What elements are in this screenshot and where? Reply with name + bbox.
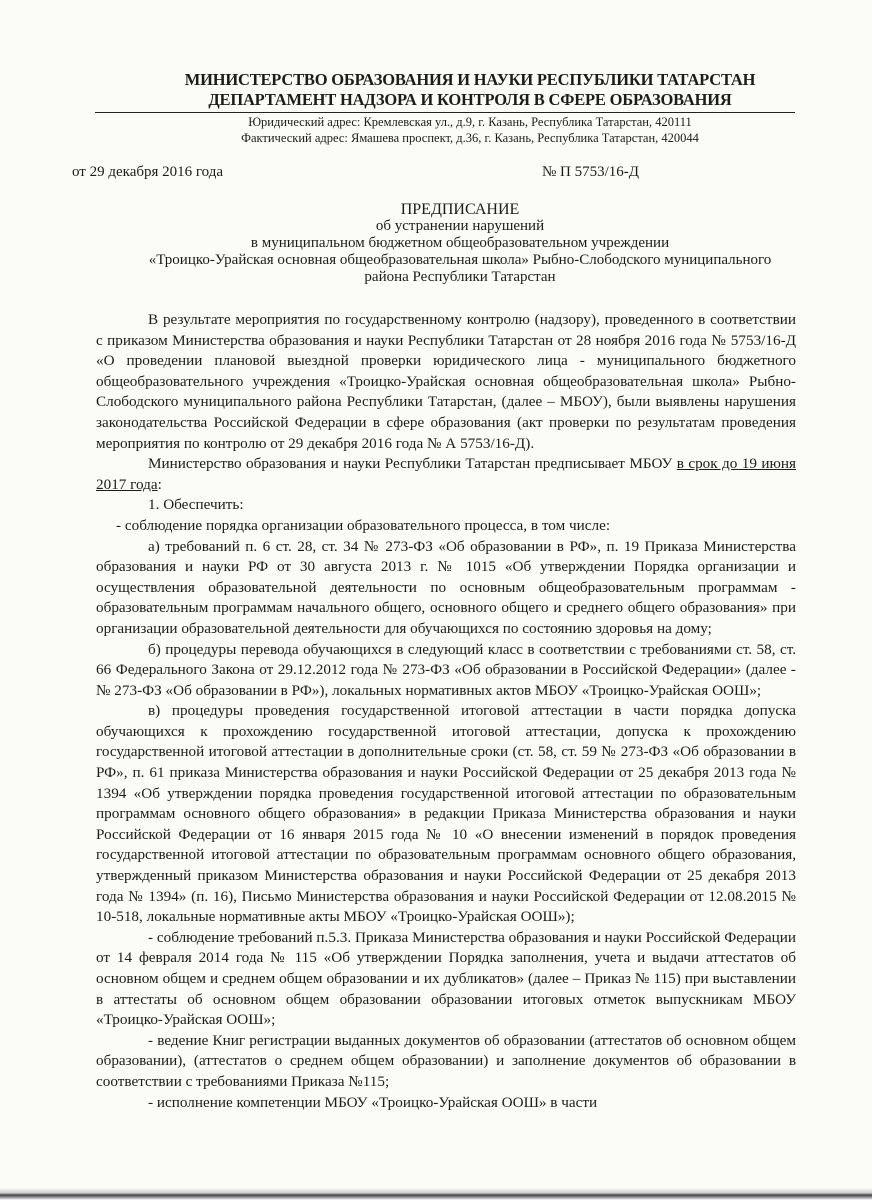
- ministry-name: МИНИСТЕРСТВО ОБРАЗОВАНИЯ И НАУКИ РЕСПУБЛИКИ ТАТАРСТАН: [184, 70, 756, 89]
- document-number: № П 5753/16-Д: [542, 164, 640, 180]
- title-line: об устранении нарушений: [375, 218, 545, 234]
- paragraph: [96, 454, 796, 495]
- deadline: в срок до 19 июня 2017 года: [96, 455, 796, 493]
- paragraph: 1. Обеспечить:: [148, 496, 244, 514]
- punctuation: :: [157, 475, 162, 493]
- paragraph: В результате мероприятия по государственному контролю (надзору), проведенного в соответствии с приказом Министерства образования и науки Республики Татарстан от 28 ноября 2016 года № 5753/16-Д «О проведении плановой выездной проверки юридического лица - муниципального бюджетного общеобразовательного учреждения «Троицко-Урайская основная общеобразовательная школа» Рыбно-Слободского муниципального района Республики Татарстан, (далее – МБОУ), были выявлены нарушения законодательства Российской Федерации в сфере образования (акт проверки по результатам проведения мероприятия по контролю от 29 декабря 2016 года № А 5753/16-Д).: [96, 311, 796, 452]
- paragraph: - исполнение компетенции МБОУ «Троицко-Урайская ООШ» в части: [148, 1093, 598, 1111]
- scan-edge: [0, 1188, 872, 1200]
- title-line: в муниципальном бюджетном общеобразовательном учреждении: [250, 235, 670, 251]
- title-line: «Троицко-Урайская основная общеобразовательная школа» Рыбно-Слободского муниципального: [148, 252, 772, 268]
- header-divider: [95, 112, 795, 113]
- department-name: ДЕПАРТАМЕНТ НАДЗОРА И КОНТРОЛЯ В СФЕРЕ ОБРАЗОВАНИЯ: [208, 90, 732, 109]
- document-date: от 29 декабря 2016 года: [72, 164, 224, 180]
- paragraph: - соблюдение требований п.5.3. Приказа Министерства образования и науки Российской Федерации от 14 февраля 2014 года № 115 «Об утверждении Порядка заполнения, учета и выдачи аттестатов об основном общем и среднем общем образовании и их дубликатов» (далее – Приказ № 115) при выставлении в аттестаты об основном общем образовании образовании итоговых отметок выпускникам МБОУ «Троицко-Урайская ООШ»;: [96, 928, 796, 1029]
- paragraph: б) процедуры перевода обучающихся в следующий класс в соответствии с требованиями ст. 58, ст. 66 Федерального Закона от 29.12.2012 года № 273-ФЗ «Об образовании в Российской Федерации» (далее - № 273-ФЗ «Об образовании в РФ»), локальных нормативных актов МБОУ «Троицко-Урайская ООШ»;: [96, 640, 796, 699]
- prescription-text: Министерство образования и науки Республики Татарстан предписывает МБОУ: [148, 455, 677, 473]
- paragraph: - ведение Книг регистрации выданных документов об образовании (аттестатов об основном общем образовании), (аттестатов о среднем общем образовании) и заполнение документов об образовании в соответствии с требованиями Приказа №115;: [96, 1031, 796, 1090]
- legal-address: Юридический адрес: Кремлевская ул., д.9, г. Казань, Республика Татарстан, 420111: [248, 115, 692, 129]
- actual-address: Фактический адрес: Ямашева проспект, д.36, г. Казань, Республика Татарстан, 420044: [241, 131, 699, 145]
- paragraph: в) процедуры проведения государственной итоговой аттестации в части порядка допуска обучающихся к прохождению государственной итоговой аттестации, допуска к прохождению государственной итоговой аттестации в дополнительные сроки (ст. 58, ст. 59 № 273-ФЗ «Об образовании в РФ», п. 61 приказа Министерства образования и науки Российской Федерации от 25 декабря 2013 года № 1394 «Об утверждении порядка проведения государственной итоговой аттестации по образовательным программам основного общего образования» в редакции Приказа Министерства образования и науки Российской Федерации от 16 января 2015 года № 10 «О внесении изменений в порядок проведения государственной итоговой аттестации по образовательным программам основного общего образования, утвержденный приказом Министерства образования и науки Российской Федерации от 25 декабря 2013 года № 1394» (п. 16), Письмо Министерства образования и науки Российской Федерации от 12.08.2015 № 10-518, локальные нормативные акты МБОУ «Троицко-Урайская ООШ»);: [96, 702, 796, 926]
- paragraph: - соблюдение порядка организации образовательного процесса, в том числе:: [116, 516, 611, 534]
- title-line: района Республики Татарстан: [364, 269, 556, 285]
- title-line: ПРЕДПИСАНИЕ: [400, 201, 520, 218]
- document-title: [60, 201, 860, 286]
- document-body: [96, 310, 796, 1113]
- paragraph: а) требований п. 6 ст. 28, ст. 34 № 273-ФЗ «Об образовании в РФ», п. 19 Приказа Министерства образования и науки РФ от 30 августа 2013 г. № 1015 «Об утверждении Порядка организации и осуществления образовательной деятельности по основным общеобразовательным программам - образовательным программам начального общего, основного общего и среднего общего образования» при организации образовательной деятельности для обучающихся по состоянию здоровья на дому;: [96, 537, 796, 637]
